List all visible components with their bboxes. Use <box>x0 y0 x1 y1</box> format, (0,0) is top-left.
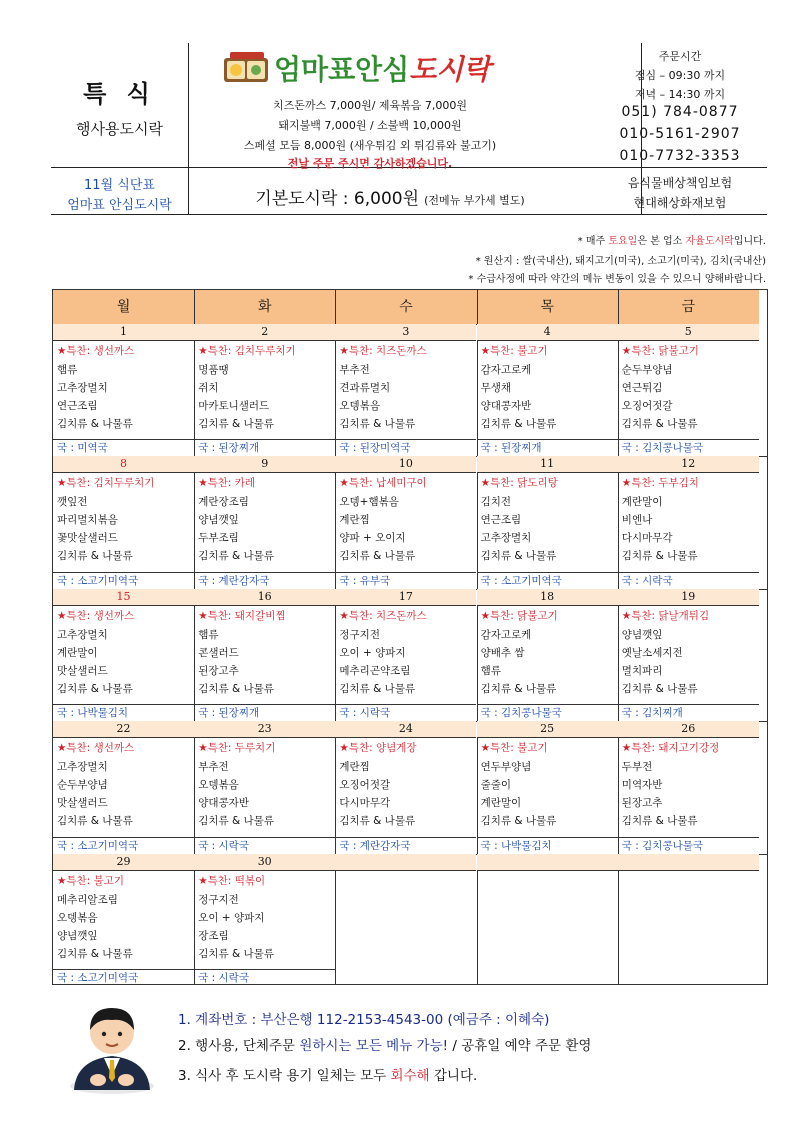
special-dish: ★특찬: 김치두루치기 <box>57 477 155 490</box>
soup: 국 : 나박물김치 <box>53 704 194 721</box>
side-dish: 계란장조림 <box>198 496 249 509</box>
price-line-1: 치즈돈까스 7,000원/ 제육볶음 7,000원 <box>272 99 468 112</box>
order-time-lunch: 점심 – 09:30 까지 <box>634 69 726 82</box>
footer-return: 3. 식사 후 도시락 용기 일체는 모두 회수해 갑니다. <box>178 1068 478 1084</box>
side-dish: 양파 + 오이지 <box>339 532 406 545</box>
side-dish: 연두부양념 <box>480 761 532 774</box>
day-number: 8 <box>53 456 194 473</box>
day-number: 11 <box>477 456 618 473</box>
side-dish: 김치류 & 나물류 <box>621 550 698 563</box>
day-number: 24 <box>335 721 476 738</box>
side-dish: 오이 + 양파지 <box>339 646 406 659</box>
side-dish: 햄류 <box>198 628 219 641</box>
day-cell <box>335 589 476 721</box>
page-title: 특 식 <box>83 80 156 108</box>
soup: 국 : 김치콩나물국 <box>618 837 759 854</box>
logo-text-red: 도시락 <box>409 53 491 86</box>
special-dish: ★특찬: 떡볶이 <box>198 874 266 887</box>
page-subtitle: 행사용도시락 <box>76 120 163 138</box>
side-dish: 김치류 & 나물류 <box>621 418 698 430</box>
side-dish: 계란말이 <box>480 797 522 810</box>
day-cell <box>477 854 618 986</box>
side-dish: 오뎅+햄볶음 <box>339 496 399 509</box>
special-dish: ★특찬: 납세미구이 <box>339 477 427 490</box>
side-dish: 메추리알조림 <box>57 893 118 906</box>
side-dish: 정구지전 <box>339 628 380 641</box>
side-dish: 양념깻잎 <box>57 929 98 942</box>
soup: 국 : 소고기미역국 <box>477 572 618 589</box>
day-number: 26 <box>618 721 759 738</box>
day-number: 22 <box>53 721 194 738</box>
soup: 국 : 소고기미역국 <box>53 969 194 986</box>
special-dish: ★특찬: 치즈돈까스 <box>339 345 427 357</box>
side-dish: 김치류 & 나물류 <box>480 682 557 695</box>
day-cell <box>335 854 476 986</box>
basic-price-note: (전메뉴 부가세 별도) <box>424 194 525 207</box>
order-time-dinner: 저녁 – 14:30 까지 <box>634 88 726 101</box>
logo-text-green: 엄마표안심 <box>274 53 410 86</box>
day-cell <box>335 721 476 853</box>
side-dish: 옛날소세지전 <box>621 646 683 659</box>
brand-logo <box>222 48 512 88</box>
special-dish: ★특찬: 생선까스 <box>57 345 135 357</box>
day-cell <box>335 456 476 588</box>
weekday-header: 화 <box>194 290 335 325</box>
note-change: * 수급사정에 따라 약간의 메뉴 변동이 있을 수 있으니 양해바랍니다. <box>468 274 766 285</box>
month-label: 11월 식단표 <box>84 178 155 193</box>
side-dish: 김치류 & 나물류 <box>480 550 557 563</box>
side-dish: 김치류 & 나물류 <box>57 682 133 695</box>
special-dish: ★특찬: 생선까스 <box>57 742 135 755</box>
insurance-2: 현대해상화재보험 <box>633 196 727 210</box>
side-dish: 마카토니샐러드 <box>198 400 270 412</box>
side-dish: 계란말이 <box>621 496 663 509</box>
side-dish: 김치전 <box>480 496 512 509</box>
day-cell <box>53 721 194 853</box>
day-number: 29 <box>53 854 194 871</box>
side-dish: 미역자반 <box>621 779 663 792</box>
day-number: 30 <box>194 854 335 871</box>
day-cell <box>477 721 618 853</box>
day-cell <box>477 456 618 588</box>
side-dish: 김치류 & 나물류 <box>621 815 698 828</box>
side-dish: 깻잎전 <box>57 496 88 509</box>
side-dish: 부추전 <box>339 364 370 376</box>
day-cell <box>477 324 618 456</box>
menu-calendar <box>52 289 768 985</box>
soup: 국 : 계란감자국 <box>194 572 335 589</box>
side-dish: 오뎅볶음 <box>57 911 98 924</box>
day-number: 2 <box>194 324 335 341</box>
side-dish: 장조림 <box>198 929 229 942</box>
day-cell <box>618 854 759 986</box>
side-dish: 고추장멸치 <box>57 382 108 394</box>
day-cell <box>194 721 335 853</box>
soup: 국 : 된장찌개 <box>477 439 618 456</box>
special-dish: ★특찬: 돼지갈비찜 <box>198 609 286 622</box>
side-dish: 김치류 & 나물류 <box>339 550 416 563</box>
day-number: 17 <box>335 589 476 606</box>
soup: 국 : 김치콩나물국 <box>477 704 618 721</box>
side-dish: 김치류 & 나물류 <box>621 682 698 695</box>
side-dish: 햄류 <box>480 664 501 677</box>
special-dish: ★특찬: 불고기 <box>480 345 548 357</box>
day-number: 15 <box>53 589 194 606</box>
side-dish: 오징어젓갈 <box>621 400 673 412</box>
day-cell <box>194 589 335 721</box>
side-dish: 연근조림 <box>57 400 98 412</box>
day-number: 23 <box>194 721 335 738</box>
day-number: 18 <box>477 589 618 606</box>
side-dish: 멸치파리 <box>621 664 663 677</box>
side-dish: 고추장멸치 <box>57 628 108 641</box>
phone-3: 010-7732-3353 <box>619 148 741 164</box>
weekday-header: 수 <box>335 290 476 325</box>
soup: 국 : 김치콩나물국 <box>618 439 759 456</box>
divider <box>188 43 189 215</box>
soup: 국 : 시락국 <box>335 704 476 721</box>
special-dish: ★특찬: 닭불고기 <box>480 609 558 622</box>
day-cell <box>53 456 194 588</box>
phone-1: 051) 784-0877 <box>621 104 739 120</box>
note-saturday: * 매주 토요일은 본 업소 자율도시락입니다. <box>577 236 766 247</box>
side-dish: 정구지전 <box>198 893 239 906</box>
side-dish: 순두부양념 <box>57 779 108 792</box>
day-number: 12 <box>618 456 759 473</box>
weekday-header: 목 <box>477 290 618 325</box>
side-dish: 양대콩자반 <box>480 400 532 412</box>
special-dish: ★특찬: 닭불고기 <box>621 345 699 357</box>
day-cell <box>618 721 759 853</box>
side-dish: 맛살샐러드 <box>57 797 108 810</box>
side-dish: 다시마무각 <box>339 797 391 810</box>
brand-label: 엄마표 안심도시락 <box>67 198 172 213</box>
day-number: 5 <box>618 324 759 341</box>
side-dish: 양배추 쌈 <box>480 646 525 659</box>
special-dish: ★특찬: 생선까스 <box>57 609 135 622</box>
side-dish: 고추장멸치 <box>57 761 108 774</box>
soup: 국 : 시락국 <box>618 572 759 589</box>
special-dish: ★특찬: 돼지고기강정 <box>621 742 720 755</box>
side-dish: 고추장멸치 <box>480 532 532 545</box>
soup: 국 : 된장찌개 <box>194 704 335 721</box>
side-dish: 김치류 & 나물류 <box>480 815 557 828</box>
side-dish: 김치류 & 나물류 <box>198 682 274 695</box>
side-dish: 견과류멸치 <box>339 382 391 394</box>
day-number <box>618 854 759 871</box>
soup: 국 : 소고기미역국 <box>53 837 194 854</box>
side-dish: 오징어젓갈 <box>339 779 391 792</box>
soup: 국 : 된장찌개 <box>194 439 335 456</box>
footer-group-order: 2. 행사용, 단체주문 원하시는 모든 메뉴 가능! / 공휴일 예약 주문 환영 <box>178 1038 592 1054</box>
side-dish: 김치류 & 나물류 <box>198 418 274 430</box>
special-dish: ★특찬: 치즈돈까스 <box>339 609 427 622</box>
day-number <box>477 854 618 871</box>
weekday-header: 금 <box>618 290 759 325</box>
day-cell <box>53 854 194 986</box>
side-dish: 햄류 <box>57 364 78 376</box>
soup: 국 : 시락국 <box>194 837 335 854</box>
side-dish: 다시마무각 <box>621 532 673 545</box>
side-dish: 김치류 & 나물류 <box>198 815 274 828</box>
side-dish: 오뎅볶음 <box>339 400 380 412</box>
day-cell <box>53 589 194 721</box>
day-cell <box>477 589 618 721</box>
order-time-title: 주문시간 <box>658 50 702 63</box>
side-dish: 김치류 & 나물류 <box>57 550 133 563</box>
insurance-1: 음식물배상책임보험 <box>627 176 733 190</box>
side-dish: 계란찜 <box>339 514 370 527</box>
day-cell <box>194 324 335 456</box>
soup: 국 : 나박물김치 <box>477 837 618 854</box>
divider <box>51 214 767 215</box>
side-dish: 김치류 & 나물류 <box>57 815 133 828</box>
side-dish: 오뎅볶음 <box>198 779 239 792</box>
special-dish: ★특찬: 카레 <box>198 477 256 490</box>
soup: 국 : 소고기미역국 <box>53 572 194 589</box>
day-cell <box>618 324 759 456</box>
side-dish: 명품땡 <box>198 364 229 376</box>
side-dish: 비엔나 <box>621 514 653 527</box>
day-cell <box>194 854 335 986</box>
day-cell <box>335 324 476 456</box>
day-number: 16 <box>194 589 335 606</box>
side-dish: 파리멸치볶음 <box>57 514 118 527</box>
phone-2: 010-5161-2907 <box>619 126 741 142</box>
special-dish: ★특찬: 양념게장 <box>339 742 417 755</box>
side-dish: 콘샐러드 <box>198 646 239 659</box>
day-cell <box>53 324 194 456</box>
footer-account: 1. 계좌번호 : 부산은행 112-2153-4543-00 (예금주 : 이혜숙) <box>178 1012 550 1028</box>
side-dish: 연근조림 <box>480 514 522 527</box>
special-dish: ★특찬: 닭날개튀김 <box>621 609 710 622</box>
day-number: 4 <box>477 324 618 341</box>
side-dish: 된장고추 <box>621 797 663 810</box>
side-dish: 된장고추 <box>198 664 239 677</box>
price-line-3: 스페셜 모듬 8,000원 (새우튀김 외 튀김류와 불고기) <box>243 139 497 152</box>
side-dish: 오이 + 양파지 <box>198 911 265 924</box>
day-cell <box>194 456 335 588</box>
special-dish: ★특찬: 불고기 <box>480 742 548 755</box>
lunchbox-icon <box>222 50 272 86</box>
day-number: 3 <box>335 324 476 341</box>
special-dish: ★특찬: 김치두루치기 <box>198 345 296 357</box>
soup: 국 : 시락국 <box>194 969 335 986</box>
special-dish: ★특찬: 두부김치 <box>621 477 699 490</box>
side-dish: 연근튀김 <box>621 382 663 394</box>
side-dish: 쥐치 <box>198 382 219 394</box>
side-dish: 김치류 & 나물류 <box>57 418 133 430</box>
weekday-header: 월 <box>53 290 194 325</box>
soup: 국 : 계란감자국 <box>335 837 476 854</box>
side-dish: 꽃맛살샐러드 <box>57 532 118 545</box>
day-number: 1 <box>53 324 194 341</box>
side-dish: 메추리곤약조림 <box>339 664 411 677</box>
side-dish: 김치류 & 나물류 <box>339 418 416 430</box>
special-dish: ★특찬: 불고기 <box>57 874 125 887</box>
side-dish: 두부조림 <box>198 532 239 545</box>
side-dish: 감자고로케 <box>480 364 532 376</box>
soup: 국 : 김치찌개 <box>618 704 759 721</box>
person-icon <box>62 998 162 1094</box>
day-number: 25 <box>477 721 618 738</box>
day-number <box>335 854 476 871</box>
price-line-2: 돼지불백 7,000원 / 소불백 10,000원 <box>278 119 462 132</box>
side-dish: 부추전 <box>198 761 229 774</box>
special-dish: ★특찬: 두루치기 <box>198 742 276 755</box>
side-dish: 맛살샐러드 <box>57 664 108 677</box>
day-cell <box>618 456 759 588</box>
side-dish: 두부전 <box>621 761 653 774</box>
side-dish: 김치류 & 나물류 <box>198 550 274 563</box>
side-dish: 양념깻잎 <box>621 628 663 641</box>
side-dish: 김치류 & 나물류 <box>198 947 274 960</box>
special-dish: ★특찬: 닭도리탕 <box>480 477 558 490</box>
side-dish: 줄줄이 <box>480 779 512 792</box>
basic-price: 기본도시락 : 6,000원 <box>255 189 420 209</box>
side-dish: 김치류 & 나물류 <box>339 682 416 695</box>
side-dish: 김치류 & 나물류 <box>57 947 133 960</box>
note-origin: * 원산지 : 쌀(국내산), 돼지고기(미국), 소고기(미국), 김치(국내산) <box>475 256 766 267</box>
side-dish: 양대콩자반 <box>198 797 249 810</box>
side-dish: 계란말이 <box>57 646 98 659</box>
order-notice: 전날 주문 주시면 감사하겠습니다. <box>287 157 453 170</box>
day-number: 19 <box>618 589 759 606</box>
side-dish: 양념깻잎 <box>198 514 239 527</box>
soup: 국 : 된장미역국 <box>335 439 476 456</box>
soup: 국 : 유부국 <box>335 572 476 589</box>
side-dish: 김치류 & 나물류 <box>480 418 557 430</box>
side-dish: 계란찜 <box>339 761 370 774</box>
side-dish: 순두부양념 <box>621 364 673 376</box>
side-dish: 감자고로케 <box>480 628 532 641</box>
side-dish: 무생채 <box>480 382 512 394</box>
day-number: 9 <box>194 456 335 473</box>
soup: 국 : 미역국 <box>53 439 194 456</box>
side-dish: 김치류 & 나물류 <box>339 815 416 828</box>
day-number: 10 <box>335 456 476 473</box>
day-cell <box>618 589 759 721</box>
